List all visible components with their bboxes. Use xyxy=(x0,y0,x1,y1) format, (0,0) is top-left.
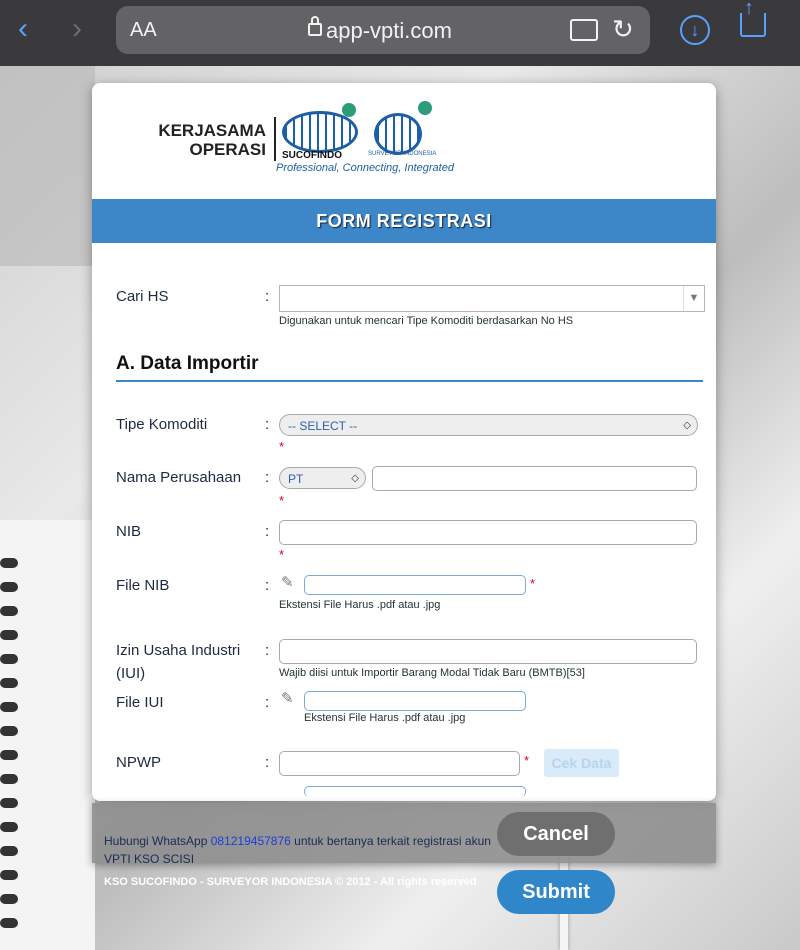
file-nib-hint: Ekstensi File Harus .pdf atau .jpg xyxy=(279,599,441,611)
url-text[interactable]: app-vpti.com xyxy=(326,18,452,43)
background-keyboard xyxy=(0,66,95,266)
paperclip-icon: ✎ xyxy=(281,574,294,591)
registration-form-card: KERJASAMA OPERASI SUCOFINDO SURVEYOR INDONESIA Professional, Connecting, Integrated FORM REGISTRASI Cari HS : ▼ Digunakan untuk mencari Tipe Komoditi berdasarkan No HS A. Data Importir Tipe Komoditi : -- SELECT -- ◇ * Nama Perusahaan : PT ◇ * NIB : * File NIB : ✎ * Ekstensi File Harus .pdf atau .jpg Izin Usaha Industri (IUI) : Wajib diisi untuk Importir Barang Modal Tidak Baru (BMTB)[53] File IUI : ✎ Ekstensi File Harus .pdf atau .jpg NPWP : * Cek Data xyxy=(92,83,716,801)
back-icon[interactable]: ‹ xyxy=(18,12,28,45)
submit-button[interactable]: Submit xyxy=(497,870,615,914)
kso-logo xyxy=(156,103,496,183)
cancel-button[interactable]: Cancel xyxy=(497,812,615,856)
iui-label: Izin Usaha Industri (IUI) xyxy=(116,642,241,682)
nib-input[interactable] xyxy=(279,520,697,545)
check-badge-icon xyxy=(342,103,356,117)
npwp-label: NPWP xyxy=(116,754,161,771)
reader-mode-icon[interactable] xyxy=(570,19,598,41)
cari-hs-hint: Digunakan untuk mencari Tipe Komoditi berdasarkan No HS xyxy=(279,315,574,327)
text-size-button[interactable]: AA xyxy=(130,19,157,41)
forward-icon[interactable]: › xyxy=(72,12,82,45)
whatsapp-contact-text: Hubungi WhatsApp 081219457876 untuk bertanya terkait registrasi akun VPTI KSO SCISI xyxy=(104,834,491,866)
iui-input[interactable] xyxy=(279,639,697,664)
nama-perusahaan-input[interactable] xyxy=(372,466,697,491)
file-iui-hint: Ekstensi File Harus .pdf atau .jpg xyxy=(304,712,466,724)
iui-hint: Wajib diisi untuk Importir Barang Modal Tidak Baru (BMTB)[53] xyxy=(279,667,585,679)
download-icon[interactable]: ↓ xyxy=(680,15,710,45)
updown-chevron-icon: ◇ xyxy=(683,420,691,431)
background-notebook xyxy=(0,520,95,950)
address-bar[interactable] xyxy=(116,6,650,54)
copyright-text: KSO SUCOFINDO - SURVEYOR INDONESIA © 2012 - All rights reserved xyxy=(104,876,477,888)
tipe-komoditi-select[interactable]: -- SELECT -- ◇ xyxy=(279,414,698,436)
section-divider xyxy=(116,380,703,382)
check-badge-icon xyxy=(418,101,432,115)
cek-data-button[interactable]: Cek Data xyxy=(544,749,619,777)
whatsapp-number-link[interactable]: 081219457876 xyxy=(210,834,291,848)
next-file-upload-partial[interactable] xyxy=(304,786,526,797)
surveyor-globe-icon xyxy=(374,113,422,155)
file-iui-upload[interactable] xyxy=(304,691,526,711)
chevron-down-icon[interactable]: ▼ xyxy=(683,286,704,311)
logo-kerjasama-text: KERJASAMA OPERASI xyxy=(158,121,266,159)
updown-chevron-icon: ◇ xyxy=(351,473,359,484)
logo-tagline: Professional, Connecting, Integrated xyxy=(276,162,454,174)
browser-toolbar xyxy=(0,0,800,66)
logo-surveyor-text: SURVEYOR INDONESIA xyxy=(368,151,437,157)
section-title-data-importir: A. Data Importir xyxy=(116,353,259,374)
sucofindo-globe-icon xyxy=(282,111,358,153)
npwp-input[interactable] xyxy=(279,751,520,776)
nib-label: NIB xyxy=(116,523,142,540)
file-iui-label: File IUI xyxy=(116,694,164,711)
form-title: FORM REGISTRASI xyxy=(92,199,716,243)
logo-sucofindo-text: SUCOFINDO xyxy=(282,150,342,161)
share-icon[interactable] xyxy=(740,13,766,37)
tipe-komoditi-label: Tipe Komoditi xyxy=(116,416,208,433)
reload-icon[interactable]: ↻ xyxy=(612,14,634,44)
cari-hs-select[interactable] xyxy=(279,285,705,312)
lock-icon xyxy=(308,23,322,36)
cari-hs-label: Cari HS xyxy=(116,288,169,305)
company-type-select[interactable]: PT ◇ xyxy=(279,467,366,489)
file-nib-upload[interactable] xyxy=(304,575,526,595)
nama-perusahaan-label: Nama Perusahaan xyxy=(116,469,242,486)
paperclip-icon: ✎ xyxy=(281,690,294,707)
file-nib-label: File NIB xyxy=(116,577,170,594)
